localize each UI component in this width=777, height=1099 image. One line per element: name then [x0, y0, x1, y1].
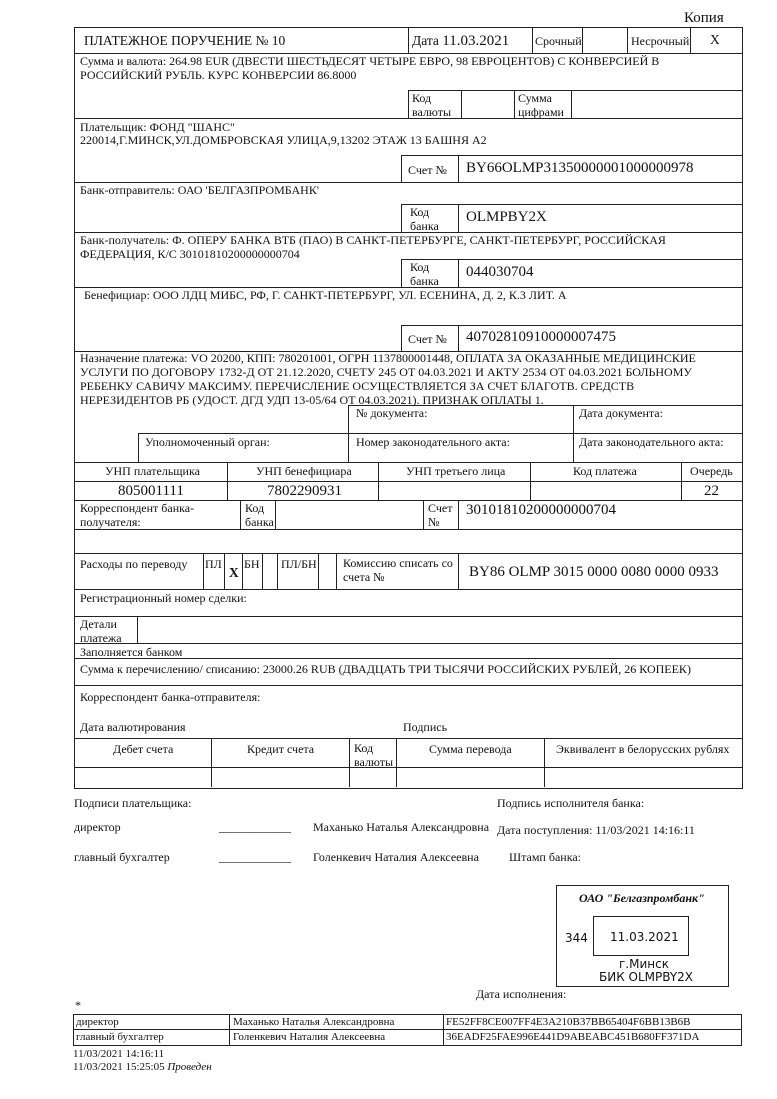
- footer-timestamp-2: 11/03/2021 15:25:05 Проведен: [73, 1061, 212, 1073]
- recipient-bank: Банк-получатель: Ф. ОПЕРУ БАНКА ВТБ (ПАО) В САНКТ-ПЕТЕРБУРГЕ, САНКТ-ПЕТЕРБУРГ, РОССИЙСКАЯ ФЕДЕРАЦИЯ, К/С 30101810200000000704: [80, 233, 666, 261]
- accountant-name: Голенкевич Наталия Алексеевна: [313, 850, 479, 864]
- equivalent-label: Эквивалент в белорусских рублях: [556, 742, 730, 756]
- date-label: Дата 11.03.2021: [412, 33, 510, 49]
- dsig-role: директор: [76, 1016, 119, 1028]
- nonurgent-mark: X: [710, 32, 720, 47]
- signature-label: Подпись: [403, 720, 448, 734]
- beneficiary-account-label: Счет №: [408, 332, 447, 346]
- sender-bank-code: OLMPBY2X: [466, 209, 547, 225]
- payer-line2: 220014,Г.МИНСК,УЛ.ДОМБРОВСКАЯ УЛИЦА,9,13202 ЭТАЖ 13 БАШНЯ А2: [80, 133, 487, 147]
- queue-label: Очередь: [690, 464, 733, 478]
- payer-account-label: Счет №: [408, 163, 447, 177]
- bank-fill-label: Заполняется банком: [80, 645, 183, 659]
- sum-transfer: Сумма к перечислению/ списанию: 23000.26 RUB (ДВАДЦАТЬ ТРИ ТЫСЯЧИ РОССИЙСКИХ РУБЛЕЙ, 26 КОПЕЕК): [80, 662, 691, 676]
- beneficiary: Бенефициар: ООО ЛДЦ МИБС, РФ, Г. САНКТ-ПЕТЕРБУРГ, УЛ. ЕСЕНИНА, Д. 2, К.3 ЛИТ. А: [84, 288, 567, 302]
- debit-label: Дебет счета: [113, 742, 174, 756]
- unp-payer-value: 805001111: [118, 483, 184, 499]
- value-date-label: Дата валютирования: [80, 720, 186, 734]
- amount-currency: Сумма и валюта: 264.98 EUR (ДВЕСТИ ШЕСТЬДЕСЯТ ЧЕТЫРЕ ЕВРО, 98 ЕВРОЦЕНТОВ) С КОНВЕРСИЕЙ В РОССИЙСКИЙ РУБЛЬ. КУРС КОНВЕРСИИ 86.8000: [80, 54, 660, 82]
- corr-code-label: Код банка: [245, 501, 274, 529]
- dsig-name: Маханько Наталья Александровна: [233, 1016, 395, 1028]
- act-date-label: Дата законодательного акта:: [579, 435, 724, 449]
- sender-bank: Банк-отправитель: ОАО 'БЕЛГАЗПРОМБАНК': [80, 183, 319, 197]
- dsig-hash: 36EADF25FAE996E441D9ABEABC451B680FF371DA: [446, 1031, 700, 1043]
- dsig-name: Голенкевич Наталия Алексеевна: [233, 1031, 386, 1043]
- received-date: Дата поступления: 11/03/2021 14:16:11: [497, 823, 695, 837]
- expenses-plbn: ПЛ/БН: [281, 557, 317, 571]
- corr-account-label: Счет №: [428, 501, 453, 529]
- amount-label: Сумма перевода: [429, 742, 512, 756]
- unp-beneficiary-value: 7802290931: [267, 483, 342, 499]
- footer-timestamp-1: 11/03/2021 14:16:11: [73, 1048, 165, 1060]
- director-signature-line: ____________: [219, 820, 291, 834]
- stamp-bik: БИК OLMPBY2X: [599, 970, 694, 984]
- nonurgent-label: Несрочный: [631, 34, 690, 48]
- payer-signatures-title: Подписи плательщика:: [74, 796, 192, 810]
- doc-date-label: Дата документа:: [579, 406, 663, 420]
- dsig-role: главный бухгалтер: [76, 1031, 164, 1043]
- currency-code-label: Код валюты: [412, 91, 452, 119]
- expenses-label: Расходы по переводу: [80, 557, 188, 571]
- urgent-label: Срочный: [535, 34, 582, 48]
- commission-account: BY86 OLMP 3015 0000 0080 0000 0933: [469, 564, 719, 580]
- expenses-bn: БН: [244, 557, 260, 571]
- bank-signature-title: Подпись исполнителя банка:: [497, 796, 645, 810]
- corr-account: 30101810200000000704: [466, 502, 616, 518]
- unp-beneficiary-label: УНП бенефициара: [256, 464, 352, 478]
- stamp-number: 344: [565, 931, 588, 945]
- payment-code-label: Код платежа: [573, 464, 637, 478]
- payer-account: BY66OLMP31350000001000000978: [466, 160, 694, 176]
- director-label: директор: [74, 820, 121, 834]
- commission-label: Комиссию списать со счета №: [343, 556, 453, 584]
- date-value: 11.03.2021: [442, 33, 510, 49]
- recipient-bank-code-label: Код банка: [410, 260, 439, 288]
- correspondent-label: Корреспондент банка-получателя:: [80, 501, 195, 529]
- execution-date-label: Дата исполнения:: [476, 987, 567, 1001]
- expenses-x-mark: X: [229, 565, 239, 580]
- credit-label: Кредит счета: [247, 742, 315, 756]
- sender-bank-code-label: Код банка: [410, 205, 439, 233]
- doc-number-label: № документа:: [356, 406, 428, 420]
- details-label: Детали платежа: [80, 617, 122, 645]
- beneficiary-account: 40702810910000007475: [466, 329, 616, 345]
- stamp-city: г.Минск: [619, 957, 669, 971]
- payer-line1: Плательщик: ФОНД "ШАНС": [80, 120, 235, 134]
- queue-value: 22: [704, 483, 719, 499]
- sum-digits-label: Сумма цифрами: [518, 91, 564, 119]
- accountant-label: главный бухгалтер: [74, 850, 170, 864]
- stamp-bank-name: ОАО "Белгазпромбанк": [579, 891, 705, 905]
- payment-purpose: Назначение платежа: VO 20200, КПП: 780201001, ОГРН 1137800001448, ОПЛАТА ЗА ОКАЗАННЫЕ МЕДИЦИНСКИЕ УСЛУГИ ПО ДОГОВОРУ 1732-Д ОТ 21.12.2020, СЧЕТУ 245 ОТ 04.03.2021 И АКТУ 2534 ОТ 04.03.2021 БОЛЬНОМУ РЕБЕНКУ САВИЧУ МАКСИМУ. ПЕРЕЧИСЛЕНИЕ ОСУЩЕСТВЛЯЕТСЯ ЗА СЧЕТ БЛАГОТВ. СРЕДСТВ НЕРЕЗИДЕНТОВ РБ (УДОСТ. ДГД УДП 13-05/64 ОТ 04.03.2021). ПРИЗНАК ОПЛАТЫ 1.: [80, 351, 696, 407]
- asterisk: *: [75, 998, 81, 1012]
- unp-third-label: УНП третьего лица: [406, 464, 506, 478]
- dsig-hash: FE52FF8CE007FF4E3A210B37BB65404F6BB13B6B: [446, 1016, 691, 1028]
- form-title: ПЛАТЕЖНОЕ ПОРУЧЕНИЕ № 10: [84, 33, 286, 48]
- status-label: Проведен: [167, 1061, 212, 1073]
- authority-label: Уполномоченный орган:: [145, 435, 270, 449]
- unp-payer-label: УНП плательщика: [105, 464, 200, 478]
- expenses-pl: ПЛ: [205, 557, 222, 571]
- copy-label: Копия: [684, 10, 724, 26]
- currency-code-col-label: Код валюты: [354, 741, 394, 769]
- recipient-bank-code: 044030704: [466, 264, 534, 280]
- sender-corr-label: Корреспондент банка-отправителя:: [80, 690, 261, 704]
- act-number-label: Номер законодательного акта:: [356, 435, 510, 449]
- accountant-signature-line: ____________: [219, 850, 291, 864]
- stamp-label: Штамп банка:: [509, 850, 581, 864]
- stamp-date: 11.03.2021: [610, 930, 679, 944]
- director-name: Маханько Наталья Александровна: [313, 820, 490, 834]
- reg-number-label: Регистрационный номер сделки:: [80, 591, 247, 605]
